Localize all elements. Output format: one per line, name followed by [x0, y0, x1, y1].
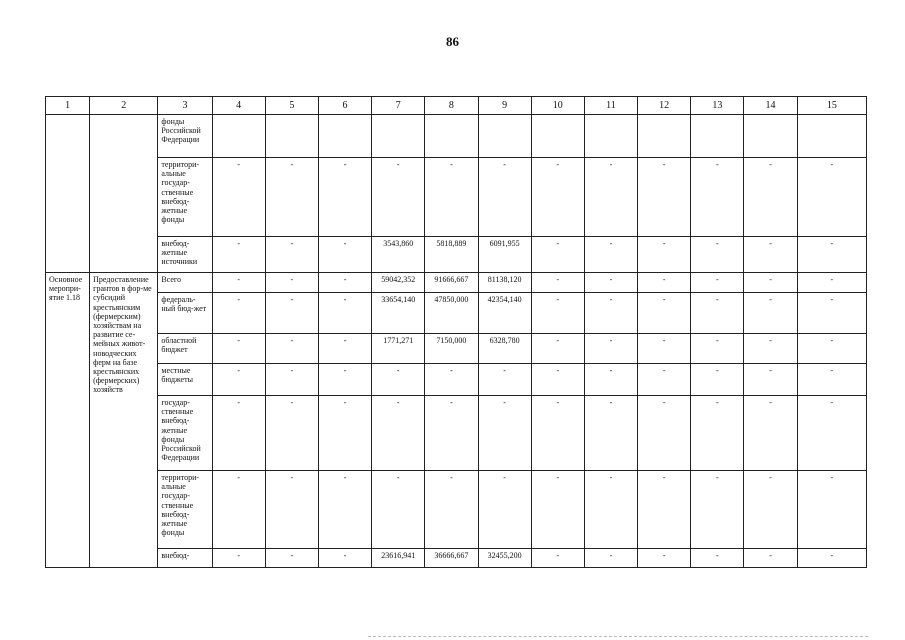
value-cell: - [265, 237, 318, 273]
value-cell: - [691, 237, 744, 273]
col-header: 8 [425, 97, 478, 115]
value-cell: - [638, 237, 691, 273]
event-code: Основное меропри-ятие 1.18 [46, 273, 90, 568]
value-cell: - [744, 396, 797, 471]
value-cell: - [584, 334, 637, 364]
value-cell: 23616,941 [372, 549, 425, 568]
table-row [46, 115, 867, 158]
value-cell: - [425, 471, 478, 549]
value-cell [638, 115, 691, 158]
value-cell: 47850,000 [425, 293, 478, 334]
value-cell: - [797, 396, 866, 471]
value-cell: - [744, 364, 797, 396]
value-cell: - [265, 364, 318, 396]
funding-source: внебюд- [158, 549, 212, 568]
value-cell: - [638, 364, 691, 396]
value-cell: 5818,889 [425, 237, 478, 273]
value-cell: - [372, 471, 425, 549]
value-cell: - [265, 471, 318, 549]
value-cell: - [584, 364, 637, 396]
value-cell: 59042,352 [372, 273, 425, 293]
value-cell: - [265, 396, 318, 471]
value-cell [318, 115, 371, 158]
col-header: 12 [638, 97, 691, 115]
value-cell: - [265, 293, 318, 334]
value-cell: - [638, 293, 691, 334]
value-cell: - [531, 237, 584, 273]
table-row [46, 334, 867, 364]
funding-source: Всего [158, 273, 212, 293]
value-cell: - [638, 334, 691, 364]
value-cell: 42354,140 [478, 293, 531, 334]
value-cell: - [318, 293, 371, 334]
funding-source: фонды Российской Федерации [158, 115, 212, 158]
value-cell: - [744, 237, 797, 273]
col-header: 7 [372, 97, 425, 115]
value-cell: - [212, 549, 265, 568]
value-cell [478, 115, 531, 158]
col-header: 3 [158, 97, 212, 115]
value-cell [531, 115, 584, 158]
value-cell: - [531, 273, 584, 293]
value-cell: - [638, 396, 691, 471]
value-cell: - [691, 364, 744, 396]
value-cell: 32455,200 [478, 549, 531, 568]
funding-source: территори-альные государ-ственные внебюд-жетные фонды [158, 158, 212, 237]
value-cell: - [265, 549, 318, 568]
value-cell: - [318, 273, 371, 293]
table-row [46, 237, 867, 273]
value-cell: - [318, 549, 371, 568]
value-cell: - [531, 158, 584, 237]
value-cell: - [691, 396, 744, 471]
scan-edge-divider [368, 636, 868, 638]
value-cell: - [797, 549, 866, 568]
col-header: 11 [584, 97, 637, 115]
value-cell: 36666,667 [425, 549, 478, 568]
col-header: 6 [318, 97, 371, 115]
value-cell: - [797, 364, 866, 396]
value-cell: - [265, 334, 318, 364]
value-cell: - [584, 273, 637, 293]
value-cell: - [531, 471, 584, 549]
col-header: 2 [90, 97, 158, 115]
value-cell: - [744, 549, 797, 568]
value-cell: - [212, 396, 265, 471]
value-cell: - [797, 334, 866, 364]
value-cell: - [797, 237, 866, 273]
funding-source: областной бюджет [158, 334, 212, 364]
value-cell: - [531, 396, 584, 471]
value-cell: - [691, 471, 744, 549]
table-row [46, 158, 867, 237]
value-cell: - [478, 471, 531, 549]
value-cell: - [425, 158, 478, 237]
value-cell: - [691, 549, 744, 568]
value-cell: - [318, 364, 371, 396]
value-cell [212, 115, 265, 158]
value-cell: - [691, 334, 744, 364]
value-cell: - [318, 158, 371, 237]
col-header: 5 [265, 97, 318, 115]
value-cell: - [531, 334, 584, 364]
value-cell: - [691, 293, 744, 334]
value-cell: - [744, 471, 797, 549]
budget-table [45, 96, 867, 568]
col-header: 1 [46, 97, 90, 115]
value-cell: - [584, 293, 637, 334]
value-cell: - [797, 158, 866, 237]
value-cell: 6091,955 [478, 237, 531, 273]
value-cell: 6328,780 [478, 334, 531, 364]
value-cell: - [478, 396, 531, 471]
value-cell [425, 115, 478, 158]
value-cell: 7150,000 [425, 334, 478, 364]
value-cell: - [584, 549, 637, 568]
value-cell: - [744, 158, 797, 237]
value-cell: - [531, 549, 584, 568]
cont-col1-cell [46, 115, 90, 273]
value-cell: - [744, 334, 797, 364]
value-cell: - [318, 237, 371, 273]
value-cell: - [425, 364, 478, 396]
value-cell: - [318, 471, 371, 549]
value-cell: - [638, 549, 691, 568]
event-description: Предоставление грантов в фор-ме субсидий крестьянским (фермерским) хозяйствам на развитие се-мейных живот-новодческих ферм на базе крестьянских (фермерских) хозяйств [90, 273, 158, 568]
page-number: 86 [446, 34, 459, 49]
header-row [46, 97, 867, 115]
value-cell: - [212, 334, 265, 364]
value-cell: - [638, 471, 691, 549]
value-cell [797, 115, 866, 158]
value-cell [691, 115, 744, 158]
col-header: 10 [531, 97, 584, 115]
funding-source: государ-ственные внебюд-жетные фонды Российской Федерации [158, 396, 212, 471]
value-cell: - [265, 273, 318, 293]
value-cell: - [531, 364, 584, 396]
value-cell: - [478, 364, 531, 396]
value-cell: - [744, 293, 797, 334]
value-cell: - [691, 273, 744, 293]
value-cell: - [584, 237, 637, 273]
value-cell: - [212, 273, 265, 293]
value-cell [744, 115, 797, 158]
value-cell: - [744, 273, 797, 293]
value-cell: - [372, 158, 425, 237]
value-cell: - [531, 293, 584, 334]
table-row [46, 273, 867, 293]
value-cell: 1771,271 [372, 334, 425, 364]
value-cell [584, 115, 637, 158]
value-cell: - [478, 158, 531, 237]
value-cell [265, 115, 318, 158]
value-cell: 3543,860 [372, 237, 425, 273]
value-cell: - [584, 158, 637, 237]
table-row [46, 293, 867, 334]
value-cell: 33654,140 [372, 293, 425, 334]
value-cell: - [318, 396, 371, 471]
funding-source: местные бюджеты [158, 364, 212, 396]
value-cell: - [584, 471, 637, 549]
col-header: 15 [797, 97, 866, 115]
table-row [46, 549, 867, 568]
value-cell: - [212, 364, 265, 396]
value-cell: - [797, 471, 866, 549]
value-cell: - [797, 293, 866, 334]
col-header: 4 [212, 97, 265, 115]
value-cell: - [212, 237, 265, 273]
cont-col2-cell [90, 115, 158, 273]
value-cell: - [584, 396, 637, 471]
value-cell: - [212, 471, 265, 549]
value-cell: - [425, 396, 478, 471]
value-cell: - [797, 273, 866, 293]
value-cell: - [372, 396, 425, 471]
value-cell: - [691, 158, 744, 237]
value-cell: - [212, 158, 265, 237]
table-row [46, 396, 867, 471]
value-cell: - [638, 158, 691, 237]
value-cell: 81138,120 [478, 273, 531, 293]
table-row [46, 364, 867, 396]
value-cell: - [372, 364, 425, 396]
col-header: 14 [744, 97, 797, 115]
col-header: 13 [691, 97, 744, 115]
value-cell [372, 115, 425, 158]
value-cell: - [638, 273, 691, 293]
table-row [46, 471, 867, 549]
col-header: 9 [478, 97, 531, 115]
funding-source: федераль-ный бюд-жет [158, 293, 212, 334]
value-cell: - [265, 158, 318, 237]
funding-source: территори-альные государ-ственные внебюд-жетные фонды [158, 471, 212, 549]
value-cell: - [318, 334, 371, 364]
funding-source: внебюд-жетные источники [158, 237, 212, 273]
value-cell: - [212, 293, 265, 334]
value-cell: 91666,667 [425, 273, 478, 293]
